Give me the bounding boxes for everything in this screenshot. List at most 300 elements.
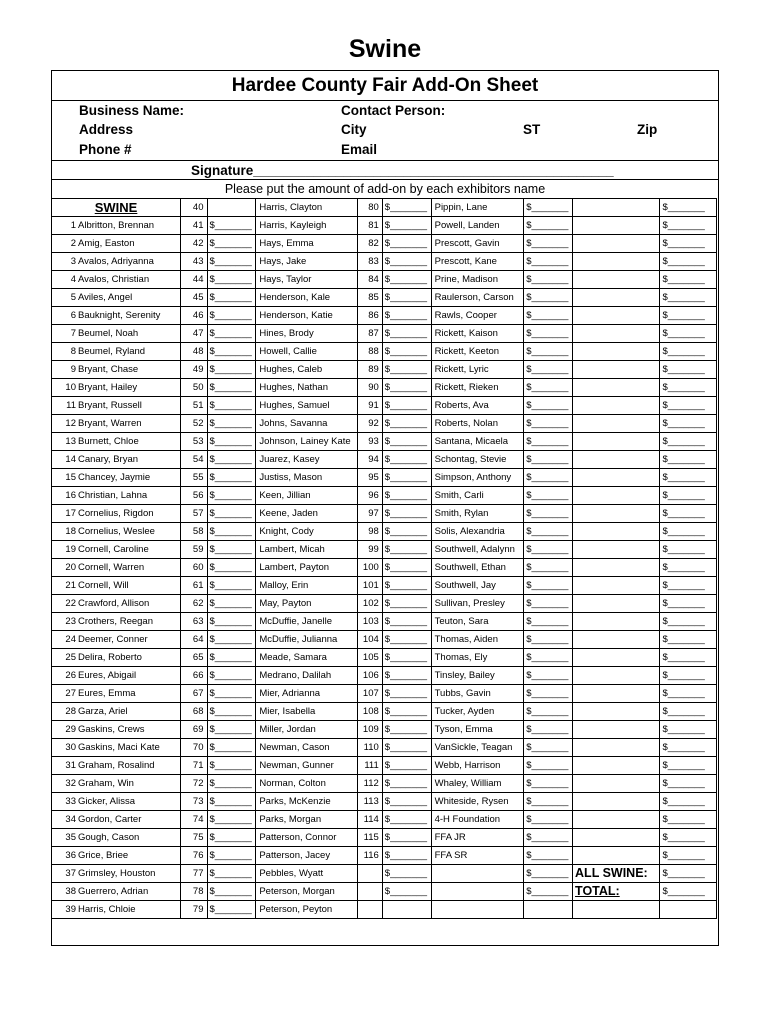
amount-field[interactable]: $_______	[207, 397, 256, 415]
amount-field[interactable]: $_______	[660, 667, 717, 685]
amount-field[interactable]: $_______	[207, 811, 256, 829]
exhibitor-name: Southwell, Ethan	[431, 559, 524, 577]
amount-field[interactable]: $_______	[207, 271, 256, 289]
amount-field[interactable]: $_______	[382, 415, 431, 433]
amount-field[interactable]: $_______	[207, 703, 256, 721]
amount-field[interactable]: $_______	[524, 469, 573, 487]
amount-field[interactable]: $_______	[524, 811, 573, 829]
amount-field[interactable]: $_______	[207, 739, 256, 757]
amount-field[interactable]: $_______	[382, 595, 431, 613]
exhibitor-name: Hines, Brody	[256, 325, 358, 343]
exhibitor-name: Cornell, Warren	[78, 562, 145, 573]
amount-field[interactable]: $_______	[207, 829, 256, 847]
exhibitor-name: Hughes, Nathan	[256, 379, 358, 397]
exhibitor-number: 78	[181, 883, 207, 901]
amount-field[interactable]: $_______	[660, 739, 717, 757]
amount-field[interactable]: $_______	[207, 685, 256, 703]
exhibitor-number: 109	[358, 721, 383, 739]
total-label: TOTAL:	[573, 883, 660, 901]
exhibitor-number	[358, 865, 383, 883]
amount-field[interactable]: $_______	[207, 253, 256, 271]
amount-field[interactable]: $_______	[524, 883, 573, 901]
amount-field[interactable]: $_______	[524, 739, 573, 757]
exhibitor-name: Rickett, Kaison	[431, 325, 524, 343]
table-row	[52, 253, 717, 271]
exhibitor-number: 44	[181, 271, 207, 289]
exhibitor-name: Delira, Roberto	[78, 652, 142, 663]
amount-field[interactable]: $_______	[382, 487, 431, 505]
amount-field[interactable]: $_______	[660, 631, 717, 649]
amount-field[interactable]: $_______	[207, 433, 256, 451]
exhibitor-name: May, Payton	[256, 595, 358, 613]
amount-field[interactable]: $_______	[660, 577, 717, 595]
exhibitor-name: Newman, Gunner	[256, 757, 358, 775]
exhibitor-name: Bryant, Hailey	[78, 382, 138, 393]
exhibitor-number: 61	[181, 577, 207, 595]
exhibitor-number: 81	[358, 217, 383, 235]
exhibitor-name: Hays, Taylor	[256, 271, 358, 289]
amount-field[interactable]: $_______	[524, 703, 573, 721]
exhibitor-number: 77	[181, 865, 207, 883]
amount-field[interactable]: $_______	[207, 541, 256, 559]
amount-field[interactable]: $_______	[524, 343, 573, 361]
exhibitor-name: Sullivan, Presley	[431, 595, 524, 613]
blank-cell	[573, 793, 660, 811]
exhibitor-name: Gaskins, Crews	[78, 724, 145, 735]
amount-field[interactable]: $_______	[524, 775, 573, 793]
exhibitor-number: 84	[358, 271, 383, 289]
amount-field[interactable]: $_______	[660, 379, 717, 397]
table-row	[52, 595, 717, 613]
amount-field[interactable]: $_______	[660, 253, 717, 271]
exhibitor-name: FFA SR	[431, 847, 524, 865]
amount-field[interactable]: $_______	[524, 721, 573, 739]
amount-field[interactable]: $_______	[382, 505, 431, 523]
amount-field[interactable]: $_______	[524, 613, 573, 631]
amount-field[interactable]: $_______	[524, 451, 573, 469]
exhibitor-name: Lambert, Payton	[256, 559, 358, 577]
exhibitor-name: Justiss, Mason	[256, 469, 358, 487]
amount-field[interactable]: $_______	[524, 865, 573, 883]
exhibitor-name: Henderson, Kale	[256, 289, 358, 307]
amount-field[interactable]: $_______	[382, 613, 431, 631]
exhibitor-name: Grice, Briee	[78, 850, 129, 861]
exhibitor-name-cell	[52, 541, 181, 559]
amount-field[interactable]: $_______	[382, 199, 431, 217]
amount-field[interactable]: $_______	[207, 523, 256, 541]
amount-field[interactable]: $_______	[660, 559, 717, 577]
amount-field[interactable]: $_______	[382, 865, 431, 883]
fair-title: Hardee County Fair Add-On Sheet	[52, 71, 718, 101]
table-row	[52, 757, 717, 775]
exhibitor-number: 16	[65, 490, 76, 501]
amount-field[interactable]: $_______	[382, 793, 431, 811]
amount-field[interactable]: $_______	[382, 523, 431, 541]
exhibitor-name: Hughes, Caleb	[256, 361, 358, 379]
amount-field[interactable]: $_______	[660, 361, 717, 379]
exhibitor-number: 60	[181, 559, 207, 577]
exhibitor-number: 115	[358, 829, 383, 847]
amount-field[interactable]: $_______	[524, 325, 573, 343]
exhibitor-number: 68	[181, 703, 207, 721]
amount-field[interactable]: $_______	[660, 703, 717, 721]
exhibitor-number: 29	[65, 724, 76, 735]
exhibitor-number: 15	[65, 472, 76, 483]
amount-field[interactable]: $_______	[660, 775, 717, 793]
exhibitor-name-cell	[52, 739, 181, 757]
amount-field[interactable]	[207, 199, 256, 217]
amount-field[interactable]: $_______	[382, 685, 431, 703]
amount-field[interactable]: $_______	[660, 415, 717, 433]
exhibitor-name: Grimsley, Houston	[78, 868, 156, 879]
table-row	[52, 379, 717, 397]
blank-cell	[573, 631, 660, 649]
exhibitor-number: 96	[358, 487, 383, 505]
exhibitor-number: 79	[181, 901, 207, 919]
exhibitor-name: Harris, Chloie	[78, 904, 136, 915]
exhibitor-name: Gough, Cason	[78, 832, 140, 843]
amount-field[interactable]: $_______	[524, 667, 573, 685]
exhibitor-name: Tinsley, Bailey	[431, 667, 524, 685]
amount-field[interactable]: $_______	[660, 487, 717, 505]
amount-field[interactable]: $_______	[207, 883, 256, 901]
amount-field[interactable]: $_______	[524, 757, 573, 775]
amount-field[interactable]: $_______	[382, 235, 431, 253]
amount-field[interactable]: $_______	[660, 883, 717, 901]
amount-field[interactable]: $_______	[382, 829, 431, 847]
amount-field[interactable]: $_______	[382, 847, 431, 865]
amount-field[interactable]: $_______	[207, 235, 256, 253]
amount-field[interactable]: $_______	[524, 307, 573, 325]
exhibitor-number: 11	[66, 400, 76, 411]
amount-field[interactable]: $_______	[207, 487, 256, 505]
amount-field[interactable]: $_______	[660, 343, 717, 361]
signature-row	[52, 160, 718, 180]
exhibitor-number: 30	[65, 742, 76, 753]
amount-field[interactable]: $_______	[207, 595, 256, 613]
amount-field[interactable]: $_______	[207, 793, 256, 811]
exhibitor-number: 80	[358, 199, 383, 217]
amount-field[interactable]: $_______	[382, 361, 431, 379]
amount-field[interactable]: $_______	[524, 829, 573, 847]
amount-field[interactable]: $_______	[660, 595, 717, 613]
amount-field[interactable]: $_______	[207, 505, 256, 523]
exhibitor-number: 19	[65, 544, 76, 555]
exhibitor-name: Rickett, Keeton	[431, 343, 524, 361]
amount-field[interactable]: $_______	[524, 289, 573, 307]
swine-header: SWINE	[52, 199, 181, 217]
exhibitor-name-cell	[52, 577, 181, 595]
exhibitor-name: Johns, Savanna	[256, 415, 358, 433]
amount-field[interactable]: $_______	[207, 217, 256, 235]
blank-cell	[573, 721, 660, 739]
amount-field[interactable]: $_______	[382, 757, 431, 775]
exhibitor-number: 92	[358, 415, 383, 433]
exhibitor-number: 48	[181, 343, 207, 361]
exhibitor-number	[358, 883, 383, 901]
amount-field[interactable]: $_______	[207, 865, 256, 883]
amount-field[interactable]: $_______	[660, 523, 717, 541]
exhibitor-name: Cornelius, Rigdon	[78, 508, 154, 519]
amount-field[interactable]: $_______	[382, 325, 431, 343]
exhibitor-name: Keene, Jaden	[256, 505, 358, 523]
exhibitor-name-cell	[52, 811, 181, 829]
exhibitor-name	[431, 883, 524, 901]
amount-field[interactable]: $_______	[382, 289, 431, 307]
amount-field[interactable]: $_______	[207, 667, 256, 685]
amount-field[interactable]: $_______	[524, 847, 573, 865]
amount-field[interactable]: $_______	[660, 721, 717, 739]
exhibitor-number: 72	[181, 775, 207, 793]
blank-cell	[573, 307, 660, 325]
amount-field[interactable]: $_______	[382, 667, 431, 685]
amount-field[interactable]: $_______	[524, 541, 573, 559]
exhibitor-name: Bryant, Chase	[78, 364, 139, 375]
amount-field[interactable]: $_______	[524, 235, 573, 253]
amount-field[interactable]: $_______	[382, 811, 431, 829]
amount-field[interactable]: $_______	[382, 379, 431, 397]
blank-cell	[573, 343, 660, 361]
exhibitor-name: Smith, Rylan	[431, 505, 524, 523]
exhibitor-number: 82	[358, 235, 383, 253]
exhibitor-name-cell	[52, 469, 181, 487]
amount-field[interactable]: $_______	[382, 343, 431, 361]
amount-field[interactable]: $_______	[207, 631, 256, 649]
amount-field[interactable]: $_______	[382, 271, 431, 289]
amount-field[interactable]: $_______	[660, 217, 717, 235]
exhibitor-number: 104	[358, 631, 383, 649]
exhibitor-number: 14	[65, 454, 76, 465]
amount-field[interactable]: $_______	[382, 559, 431, 577]
exhibitor-name: Johnson, Lainey Kate	[256, 433, 358, 451]
amount-field[interactable]: $_______	[660, 325, 717, 343]
amount-field[interactable]: $_______	[660, 847, 717, 865]
table-row	[52, 883, 717, 901]
exhibitor-number: 102	[358, 595, 383, 613]
exhibitor-number: 86	[358, 307, 383, 325]
exhibitor-name: Peterson, Peyton	[256, 901, 358, 919]
amount-field[interactable]: $_______	[382, 577, 431, 595]
exhibitor-number: 114	[358, 811, 383, 829]
exhibitor-number: 56	[181, 487, 207, 505]
amount-field[interactable]: $_______	[660, 865, 717, 883]
blank-cell	[573, 505, 660, 523]
amount-field[interactable]: $_______	[660, 289, 717, 307]
exhibitor-number: 53	[181, 433, 207, 451]
exhibitor-name: Mier, Adrianna	[256, 685, 358, 703]
exhibitor-number: 76	[181, 847, 207, 865]
exhibitor-name-cell	[52, 217, 181, 235]
amount-field[interactable]: $_______	[382, 217, 431, 235]
exhibitor-name-cell	[52, 361, 181, 379]
exhibitor-number: 63	[181, 613, 207, 631]
email-label: Email	[341, 142, 378, 157]
exhibitor-name: Cornelius, Weslee	[78, 526, 155, 537]
blank-cell	[573, 739, 660, 757]
exhibitor-name: McDuffie, Julianna	[256, 631, 358, 649]
exhibitor-name: Amig, Easton	[78, 238, 135, 249]
amount-field[interactable]: $_______	[524, 685, 573, 703]
amount-field[interactable]: $_______	[524, 433, 573, 451]
amount-field[interactable]: $_______	[660, 505, 717, 523]
blank-cell	[573, 649, 660, 667]
amount-field[interactable]: $_______	[207, 379, 256, 397]
exhibitor-name: Teuton, Sara	[431, 613, 524, 631]
table-row	[52, 901, 717, 919]
address-row	[52, 120, 718, 140]
amount-field[interactable]: $_______	[207, 289, 256, 307]
amount-field[interactable]: $_______	[660, 793, 717, 811]
exhibitor-number: 74	[181, 811, 207, 829]
amount-field[interactable]: $_______	[382, 883, 431, 901]
amount-field[interactable]: $_______	[660, 685, 717, 703]
amount-field[interactable]: $_______	[207, 307, 256, 325]
amount-field[interactable]: $_______	[207, 775, 256, 793]
amount-field[interactable]: $_______	[660, 397, 717, 415]
amount-field[interactable]: $_______	[207, 325, 256, 343]
exhibitor-number: 98	[358, 523, 383, 541]
amount-field[interactable]: $_______	[524, 199, 573, 217]
table-row	[52, 289, 717, 307]
exhibitor-name: Parks, Morgan	[256, 811, 358, 829]
amount-field[interactable]: $_______	[207, 451, 256, 469]
exhibitor-name-cell	[52, 757, 181, 775]
page-title: Swine	[348, 35, 422, 63]
exhibitor-name: Howell, Callie	[256, 343, 358, 361]
amount-field[interactable]: $_______	[382, 739, 431, 757]
amount-field[interactable]: $_______	[524, 217, 573, 235]
exhibitor-name-cell	[52, 235, 181, 253]
amount-field[interactable]: $_______	[524, 595, 573, 613]
amount-field[interactable]: $_______	[382, 775, 431, 793]
amount-field[interactable]: $_______	[524, 361, 573, 379]
amount-field[interactable]: $_______	[382, 451, 431, 469]
exhibitor-name: Pebbles, Wyatt	[256, 865, 358, 883]
exhibitor-number: 94	[358, 451, 383, 469]
amount-field[interactable]: $_______	[524, 631, 573, 649]
exhibitor-number: 17	[65, 508, 76, 519]
exhibitor-number: 70	[181, 739, 207, 757]
amount-field[interactable]: $_______	[207, 613, 256, 631]
amount-field[interactable]: $_______	[660, 271, 717, 289]
exhibitor-name: Tubbs, Gavin	[431, 685, 524, 703]
amount-field[interactable]: $_______	[207, 901, 256, 919]
amount-field[interactable]: $_______	[382, 307, 431, 325]
table-row	[52, 307, 717, 325]
amount-field[interactable]: $_______	[524, 577, 573, 595]
amount-field[interactable]: $_______	[207, 757, 256, 775]
amount-field[interactable]: $_______	[660, 451, 717, 469]
amount-field[interactable]: $_______	[382, 541, 431, 559]
amount-field[interactable]: $_______	[660, 649, 717, 667]
amount-field[interactable]: $_______	[524, 649, 573, 667]
amount-field[interactable]: $_______	[207, 415, 256, 433]
amount-field[interactable]: $_______	[660, 757, 717, 775]
exhibitor-name: Gordon, Carter	[78, 814, 142, 825]
amount-field[interactable]: $_______	[207, 847, 256, 865]
amount-field[interactable]	[382, 901, 431, 919]
signature-label: Signature________________________________________________	[191, 163, 614, 178]
amount-field[interactable]	[524, 901, 573, 919]
exhibitor-number: 113	[358, 793, 383, 811]
amount-field[interactable]: $_______	[660, 541, 717, 559]
exhibitor-number: 8	[70, 346, 76, 357]
exhibitor-name-cell	[52, 847, 181, 865]
amount-field[interactable]: $_______	[207, 721, 256, 739]
exhibitor-name: Hughes, Samuel	[256, 397, 358, 415]
add-on-sheet	[51, 70, 719, 946]
amount-field[interactable]: $_______	[524, 523, 573, 541]
exhibitor-number: 111	[358, 757, 383, 775]
amount-field[interactable]: $_______	[660, 829, 717, 847]
amount-field[interactable]: $_______	[660, 613, 717, 631]
amount-field[interactable]: $_______	[524, 379, 573, 397]
table-row	[52, 523, 717, 541]
exhibitor-name: Bryant, Warren	[78, 418, 142, 429]
business-name-label: Business Name:	[79, 103, 185, 118]
amount-field[interactable]: $_______	[524, 397, 573, 415]
exhibitor-name: Pippin, Lane	[431, 199, 524, 217]
exhibitor-name-cell	[52, 379, 181, 397]
amount-field[interactable]: $_______	[524, 793, 573, 811]
blank-cell	[573, 523, 660, 541]
amount-field[interactable]: $_______	[382, 253, 431, 271]
amount-field[interactable]: $_______	[524, 487, 573, 505]
amount-field[interactable]: $_______	[660, 199, 717, 217]
exhibitor-name-cell	[52, 343, 181, 361]
amount-field[interactable]: $_______	[524, 271, 573, 289]
amount-field[interactable]: $_______	[207, 577, 256, 595]
exhibitor-number: 100	[358, 559, 383, 577]
exhibitor-name: FFA JR	[431, 829, 524, 847]
exhibitor-name: Schontag, Stevie	[431, 451, 524, 469]
exhibitor-name-cell	[52, 703, 181, 721]
amount-field[interactable]: $_______	[382, 703, 431, 721]
exhibitor-number: 47	[181, 325, 207, 343]
exhibitor-name-cell	[52, 649, 181, 667]
exhibitor-name: Chancey, Jaymie	[78, 472, 151, 483]
exhibitor-number: 20	[65, 562, 76, 573]
amount-field[interactable]: $_______	[660, 469, 717, 487]
amount-field[interactable]: $_______	[207, 559, 256, 577]
amount-field[interactable]: $_______	[660, 307, 717, 325]
amount-field[interactable]: $_______	[660, 433, 717, 451]
exhibitor-number: 18	[65, 526, 76, 537]
amount-field[interactable]: $_______	[382, 469, 431, 487]
amount-field[interactable]: $_______	[382, 721, 431, 739]
exhibitor-name: Santana, Micaela	[431, 433, 524, 451]
amount-field[interactable]: $_______	[382, 433, 431, 451]
amount-field[interactable]: $_______	[382, 649, 431, 667]
amount-field[interactable]: $_______	[524, 559, 573, 577]
amount-field[interactable]: $_______	[524, 415, 573, 433]
amount-field[interactable]: $_______	[207, 343, 256, 361]
amount-field[interactable]: $_______	[524, 505, 573, 523]
amount-field[interactable]: $_______	[660, 235, 717, 253]
amount-field[interactable]: $_______	[382, 631, 431, 649]
amount-field[interactable]: $_______	[660, 811, 717, 829]
amount-field[interactable]: $_______	[207, 469, 256, 487]
amount-field[interactable]	[660, 901, 717, 919]
amount-field[interactable]: $_______	[207, 649, 256, 667]
amount-field[interactable]: $_______	[207, 361, 256, 379]
amount-field[interactable]: $_______	[382, 397, 431, 415]
exhibitor-name: Malloy, Erin	[256, 577, 358, 595]
table-row	[52, 829, 717, 847]
table-row	[52, 199, 717, 217]
exhibitor-number: 110	[358, 739, 383, 757]
amount-field[interactable]: $_______	[524, 253, 573, 271]
